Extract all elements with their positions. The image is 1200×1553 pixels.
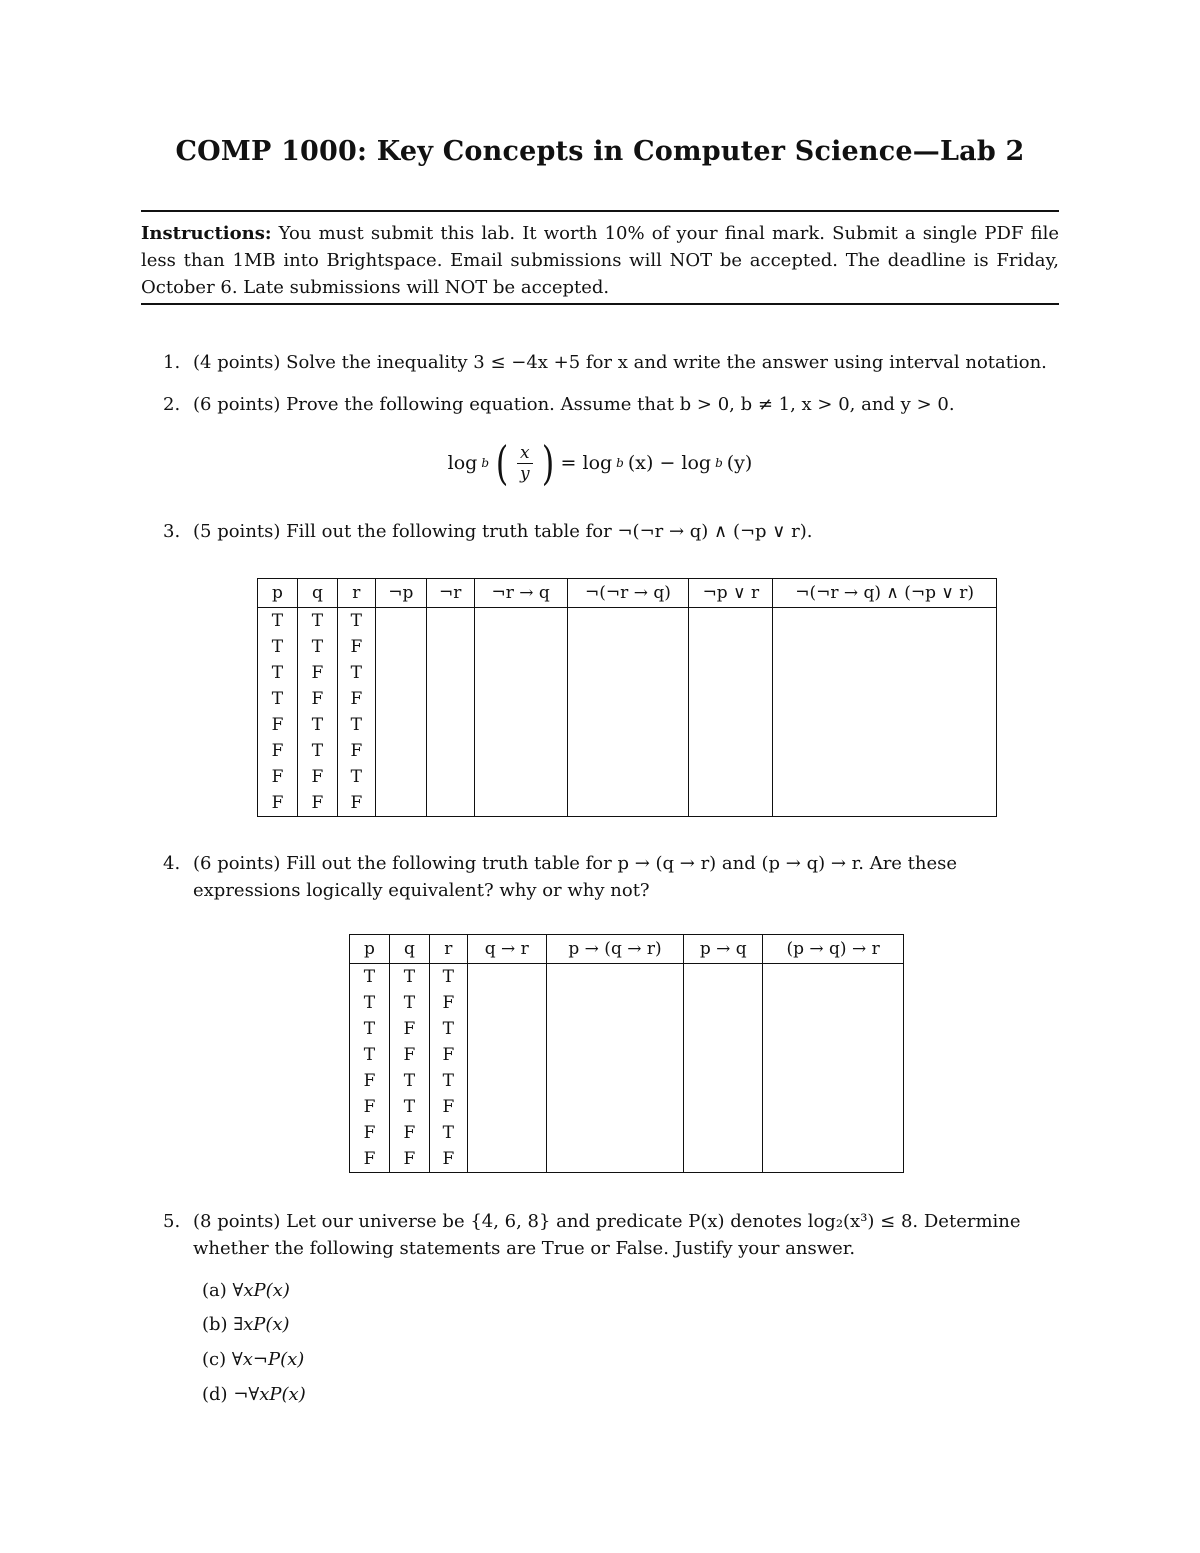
question-number: 1. [163, 352, 181, 373]
table-row [350, 1120, 904, 1146]
answer-cell[interactable] [426, 764, 474, 790]
table-cell: T [297, 634, 337, 660]
table-cell: T [429, 964, 467, 991]
table-header-cell: p → (q → r) [546, 935, 684, 964]
table-cell: T [297, 608, 337, 635]
answer-cell[interactable] [467, 1068, 546, 1094]
answer-cell[interactable] [773, 660, 997, 686]
table-cell: F [297, 790, 337, 817]
answer-cell[interactable] [684, 1094, 763, 1120]
table-cell: T [297, 738, 337, 764]
table-cell: T [258, 608, 298, 635]
answer-cell[interactable] [684, 1146, 763, 1173]
table-cell: F [429, 1094, 467, 1120]
table-cell: T [337, 712, 375, 738]
answer-cell[interactable] [546, 1094, 684, 1120]
answer-cell[interactable] [773, 738, 997, 764]
subquestion-d [202, 1384, 306, 1405]
table-cell: F [429, 990, 467, 1016]
table-cell: F [258, 764, 298, 790]
fraction-numerator: x [517, 443, 533, 464]
answer-cell[interactable] [567, 790, 689, 817]
answer-cell[interactable] [763, 1068, 904, 1094]
table-cell: F [350, 1120, 390, 1146]
subquestion-b [202, 1314, 290, 1335]
table-header-cell: p [258, 579, 298, 608]
table-cell: T [337, 660, 375, 686]
answer-cell[interactable] [689, 686, 773, 712]
table-cell: F [429, 1042, 467, 1068]
table-header-cell: q [297, 579, 337, 608]
answer-cell[interactable] [375, 738, 426, 764]
table-cell: T [350, 1042, 390, 1068]
table-header-cell: q → r [467, 935, 546, 964]
answer-cell[interactable] [426, 608, 474, 635]
bottom-rule [141, 303, 1059, 305]
question-number: 3. [163, 521, 181, 542]
subquestion-a [202, 1280, 290, 1301]
table-cell: T [337, 764, 375, 790]
answer-cell[interactable] [426, 790, 474, 817]
table-cell: T [350, 1016, 390, 1042]
answer-cell[interactable] [773, 790, 997, 817]
table-row [350, 1042, 904, 1068]
table-row [258, 608, 997, 635]
table-header-cell: p → q [684, 935, 763, 964]
table-cell: T [350, 990, 390, 1016]
answer-cell[interactable] [375, 790, 426, 817]
answer-cell[interactable] [426, 634, 474, 660]
table-row [258, 738, 997, 764]
right-paren: ) [541, 436, 554, 490]
answer-cell[interactable] [763, 1016, 904, 1042]
table-header-cell: r [337, 579, 375, 608]
table-cell: T [258, 634, 298, 660]
answer-cell[interactable] [375, 660, 426, 686]
answer-cell[interactable] [773, 712, 997, 738]
answer-cell[interactable] [546, 964, 684, 991]
answer-cell[interactable] [375, 686, 426, 712]
answer-cell[interactable] [426, 686, 474, 712]
fraction-denominator: y [519, 463, 530, 484]
table-cell: F [337, 790, 375, 817]
subquestion-label: (b) [202, 1314, 228, 1335]
answer-cell[interactable] [567, 634, 689, 660]
answer-cell[interactable] [375, 712, 426, 738]
answer-cell[interactable] [546, 1068, 684, 1094]
table-cell: F [258, 738, 298, 764]
fraction [517, 443, 533, 484]
table-header-cell: ¬r [426, 579, 474, 608]
table-cell: F [350, 1146, 390, 1173]
answer-cell[interactable] [474, 608, 567, 635]
table-header-cell: ¬(¬r → q) ∧ (¬p ∨ r) [773, 579, 997, 608]
table-cell: T [389, 1068, 429, 1094]
table-header-cell: ¬p ∨ r [689, 579, 773, 608]
answer-cell[interactable] [474, 764, 567, 790]
top-rule [141, 210, 1059, 212]
subquestion-text: ∀xP(x) [232, 1280, 290, 1301]
answer-cell[interactable] [684, 990, 763, 1016]
answer-cell[interactable] [684, 1016, 763, 1042]
table-cell: T [429, 1120, 467, 1146]
instructions-text: You must submit this lab. It worth 10% of your final mark. Submit a single PDF file less than 1MB into Brightspace. Email submissions will NOT be accepted. The deadline is Friday, October 6. Late submissions will NOT be accepted. [141, 223, 1059, 298]
answer-cell[interactable] [467, 1094, 546, 1120]
answer-cell[interactable] [474, 686, 567, 712]
eq-base: b [481, 456, 490, 470]
question-5 [141, 1208, 1059, 1262]
eq-rhs-arg2: (y) [726, 452, 753, 474]
table-header-cell: (p → q) → r [763, 935, 904, 964]
table-header-cell: ¬r → q [474, 579, 567, 608]
table-cell: T [258, 660, 298, 686]
question-4 [141, 850, 1059, 904]
table-row [258, 790, 997, 817]
answer-cell[interactable] [763, 1094, 904, 1120]
answer-cell[interactable] [474, 712, 567, 738]
table-cell: F [337, 738, 375, 764]
answer-cell[interactable] [467, 1042, 546, 1068]
table-row [258, 764, 997, 790]
answer-cell[interactable] [773, 764, 997, 790]
answer-cell[interactable] [546, 1120, 684, 1146]
instructions-label: Instructions: [141, 223, 272, 244]
table-row [258, 634, 997, 660]
answer-cell[interactable] [763, 1120, 904, 1146]
subquestion-c [202, 1349, 304, 1370]
answer-cell[interactable] [567, 686, 689, 712]
answer-cell[interactable] [474, 634, 567, 660]
question-number: 5. [163, 1211, 181, 1232]
subquestion-text: ∃xP(x) [233, 1314, 290, 1335]
table-row [258, 712, 997, 738]
table-cell: T [350, 964, 390, 991]
answer-cell[interactable] [467, 1016, 546, 1042]
table-cell: F [389, 1120, 429, 1146]
answer-cell[interactable] [426, 738, 474, 764]
answer-cell[interactable] [689, 738, 773, 764]
answer-cell[interactable] [773, 634, 997, 660]
answer-cell[interactable] [684, 1120, 763, 1146]
subquestion-label: (c) [202, 1349, 227, 1370]
question-text: (8 points) Let our universe be {4, 6, 8} and predicate P(x) denotes log₂(x³) ≤ 8. Determine whether the following statements are True or False. Justify your answer. [193, 1211, 1021, 1259]
table-cell: T [429, 1016, 467, 1042]
answer-cell[interactable] [773, 608, 997, 635]
answer-cell[interactable] [763, 1146, 904, 1173]
table-row [350, 1094, 904, 1120]
table-row [350, 990, 904, 1016]
table-row [350, 1016, 904, 1042]
answer-cell[interactable] [467, 1120, 546, 1146]
answer-cell[interactable] [567, 660, 689, 686]
answer-cell[interactable] [474, 790, 567, 817]
question-1 [141, 349, 1059, 376]
table-cell: T [389, 964, 429, 991]
subquestion-label: (a) [202, 1280, 227, 1301]
instructions-block [141, 220, 1059, 301]
answer-cell[interactable] [684, 1042, 763, 1068]
answer-cell[interactable] [689, 634, 773, 660]
answer-cell[interactable] [546, 1016, 684, 1042]
eq-rhs-base2: b [715, 456, 723, 470]
subquestion-label: (d) [202, 1384, 228, 1405]
table-cell: F [258, 712, 298, 738]
table-cell: F [337, 634, 375, 660]
table-cell: F [389, 1146, 429, 1173]
eq-rhs-base: b [616, 456, 624, 470]
table-row [350, 1068, 904, 1094]
answer-cell[interactable] [375, 608, 426, 635]
question-2 [141, 391, 1059, 418]
answer-cell[interactable] [474, 738, 567, 764]
table-header-cell: ¬(¬r → q) [567, 579, 689, 608]
table-row [258, 686, 997, 712]
answer-cell[interactable] [684, 1068, 763, 1094]
table-header-cell: r [429, 935, 467, 964]
table-cell: T [297, 712, 337, 738]
answer-cell[interactable] [689, 790, 773, 817]
answer-cell[interactable] [773, 686, 997, 712]
answer-cell[interactable] [689, 660, 773, 686]
answer-cell[interactable] [684, 964, 763, 991]
truth-table-2 [349, 934, 904, 1173]
answer-cell[interactable] [763, 964, 904, 991]
table-cell: F [389, 1042, 429, 1068]
table-cell: T [429, 1068, 467, 1094]
question-number: 4. [163, 853, 181, 874]
log-equation [0, 438, 1200, 498]
table-cell: T [258, 686, 298, 712]
subquestion-text: ¬∀xP(x) [233, 1384, 306, 1405]
table-cell: F [297, 764, 337, 790]
answer-cell[interactable] [467, 990, 546, 1016]
table-cell: F [258, 790, 298, 817]
answer-cell[interactable] [763, 1042, 904, 1068]
question-3 [141, 518, 1059, 545]
truth-table-1 [257, 578, 997, 817]
table-header-cell: q [389, 935, 429, 964]
answer-cell[interactable] [689, 608, 773, 635]
table-header-cell: p [350, 935, 390, 964]
table-cell: T [389, 1094, 429, 1120]
table-cell: F [350, 1094, 390, 1120]
table-cell: F [337, 686, 375, 712]
answer-cell[interactable] [375, 634, 426, 660]
answer-cell[interactable] [567, 764, 689, 790]
table-cell: F [389, 1016, 429, 1042]
table-cell: T [337, 608, 375, 635]
answer-cell[interactable] [474, 660, 567, 686]
question-text: (6 points) Fill out the following truth table for p → (q → r) and (p → q) → r. Are these expressions logically equivalent? why or why not? [193, 853, 958, 901]
answer-cell[interactable] [467, 1146, 546, 1173]
table-row [258, 660, 997, 686]
left-paren: ( [495, 436, 509, 490]
answer-cell[interactable] [467, 964, 546, 991]
answer-cell[interactable] [567, 738, 689, 764]
answer-cell[interactable] [546, 990, 684, 1016]
subquestion-text: ∀x¬P(x) [231, 1349, 305, 1370]
table-cell: T [389, 990, 429, 1016]
table-cell: F [297, 660, 337, 686]
answer-cell[interactable] [567, 712, 689, 738]
eq-log: log [447, 452, 478, 474]
question-text: (4 points) Solve the inequality 3 ≤ −4x +5 for x and write the answer using interval notation. [193, 352, 1047, 373]
question-number: 2. [163, 394, 181, 415]
answer-cell[interactable] [426, 660, 474, 686]
table-cell: F [429, 1146, 467, 1173]
answer-cell[interactable] [689, 764, 773, 790]
question-text: (5 points) Fill out the following truth table for ¬(¬r → q) ∧ (¬p ∨ r). [193, 521, 813, 542]
answer-cell[interactable] [689, 712, 773, 738]
page-title: COMP 1000: Key Concepts in Computer Science—Lab 2 [175, 136, 1025, 167]
answer-cell[interactable] [546, 1146, 684, 1173]
question-text: (6 points) Prove the following equation. Assume that b > 0, b ≠ 1, x > 0, and y > 0. [193, 394, 955, 415]
answer-cell[interactable] [763, 990, 904, 1016]
table-header-cell: ¬p [375, 579, 426, 608]
answer-cell[interactable] [546, 1042, 684, 1068]
table-row [350, 964, 904, 991]
answer-cell[interactable] [567, 608, 689, 635]
table-row [350, 1146, 904, 1173]
table-cell: F [350, 1068, 390, 1094]
table-cell: F [297, 686, 337, 712]
eq-rhs-arg1: (x) − log [627, 452, 712, 474]
eq-rhs: = log [560, 452, 613, 474]
answer-cell[interactable] [375, 764, 426, 790]
answer-cell[interactable] [426, 712, 474, 738]
